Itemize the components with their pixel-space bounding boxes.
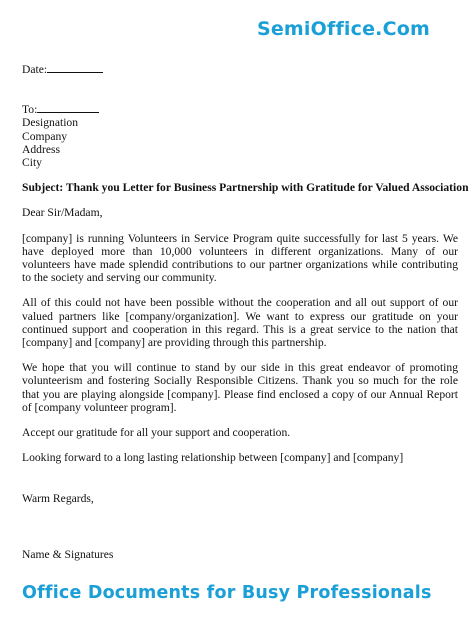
recipient-designation: Designation <box>22 116 79 130</box>
letter-body <box>22 62 469 561</box>
brand-logo-text: SemiOffice.Com <box>256 18 430 40</box>
paragraph-4: Accept our gratitude for all your support and cooperation. <box>22 426 291 440</box>
recipient-company: Company <box>22 129 68 143</box>
subject-line: Subject: Thank you Letter for Business Partnership with Gratitude for Valued Association <box>22 181 469 195</box>
paragraph-2: All of this could not have been possible without the cooperation and all out support of our valued partners like [company/organization]. We want to express our gratitude on your continued support and cooperation in this regard. This is a great service to the nation that [company] and [company] are providing through this partnership. <box>22 296 458 350</box>
date-label: Date: <box>22 63 48 76</box>
to-line <box>22 102 458 116</box>
recipient-city: City <box>22 156 42 170</box>
salutation: Dear Sir/Madam, <box>22 206 103 220</box>
date-line <box>22 62 458 76</box>
recipient-address: Address <box>22 142 60 156</box>
paragraph-5: Looking forward to a long lasting relationship between [company] and [company] <box>22 451 404 465</box>
to-label: To: <box>22 103 38 117</box>
paragraph-1: [company] is running Volunteers in Service Program quite successfully for last 5 years. We have deployed more than 10,000 volunteers in different organizations. Many of our volunteers have made splendid contributions to our partner organizations while contributing to the society and serving our community. <box>22 231 458 285</box>
signature-label: Name & Signatures <box>22 547 114 561</box>
footer-tagline: Office Documents for Busy Professionals <box>22 583 432 603</box>
date-blank <box>47 62 103 73</box>
to-blank <box>37 102 99 113</box>
paragraph-3: We hope that you will continue to stand by our side in this great endeavor of promoting volunteerism and fostering Socially Responsible Citizens. Thank you so much for the role that you are playing alongside [company]. Please find enclosed a copy of our Annual Report of [company volunteer program]. <box>22 361 458 414</box>
closing: Warm Regards, <box>22 492 94 506</box>
